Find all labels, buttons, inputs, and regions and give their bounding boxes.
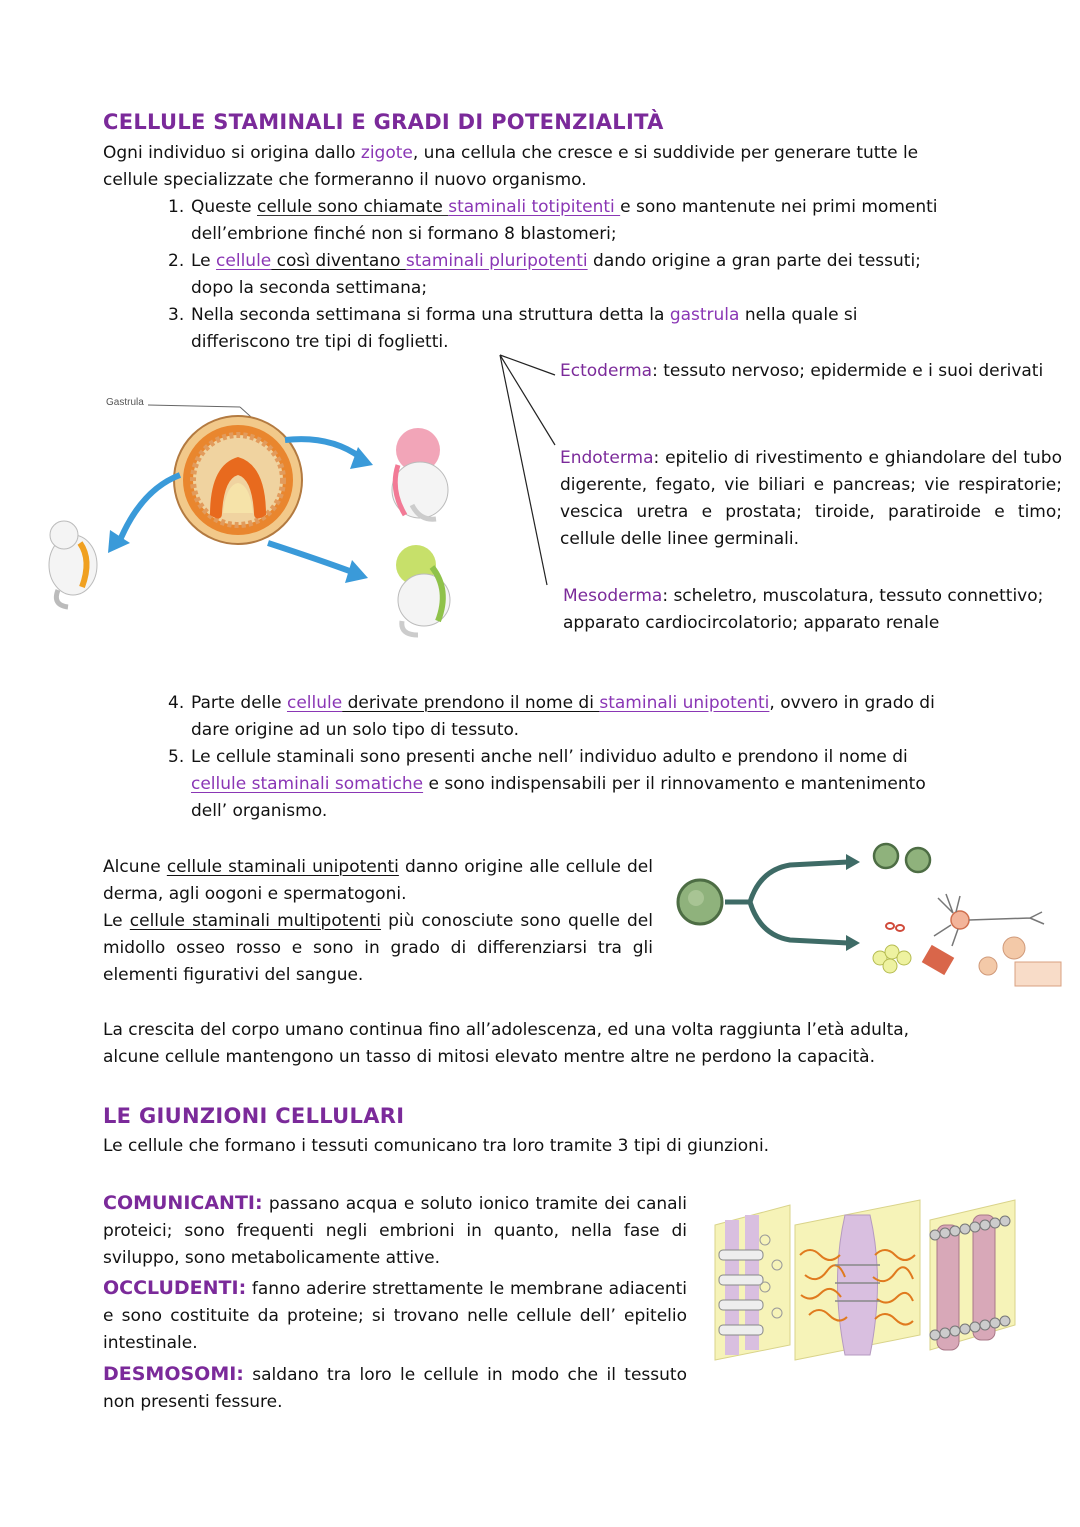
mesoderma-description: : scheletro, muscolatura, tessuto connettivo; apparato cardiocircolatorio; apparato renale bbox=[563, 586, 1044, 633]
item1-underline-1: cellule sono chiamate bbox=[257, 197, 449, 217]
arrow-to-green-embryo bbox=[268, 543, 355, 573]
list-item-4 bbox=[191, 690, 1011, 744]
item5-text-a: Le cellule staminali sono presenti anche nell’ individuo adulto e prendono il nome di bbox=[191, 747, 908, 767]
endoterma-text bbox=[560, 445, 1062, 553]
junction-comunicanti bbox=[103, 1190, 687, 1272]
item2-underline-1: così diventano bbox=[271, 251, 406, 271]
uni-text-d: più conosciute sono quelle del midollo osseo rosso e sono in grado di differenziarsi tra gli elementi figurativi del sangue. bbox=[103, 911, 653, 985]
item2-text-a: Le bbox=[191, 251, 217, 271]
label-endoterma: Endoterma bbox=[560, 448, 654, 468]
intro-text-b: , una cellula che cresce e si suddivide per generare tutte le bbox=[412, 143, 919, 163]
arrow-lower bbox=[750, 902, 848, 943]
uni-text-b: danno origine alle cellule del derma, agli oogoni e spermatogoni. bbox=[103, 857, 653, 904]
platelets-icon bbox=[873, 945, 911, 973]
embryo-green-icon bbox=[396, 545, 450, 635]
neuron-icon bbox=[934, 894, 1044, 946]
red-blood-cell-icon bbox=[886, 923, 894, 929]
gastrula-leader-line bbox=[148, 405, 240, 407]
tight-junction-icon bbox=[795, 1200, 920, 1360]
item3-text-a: Nella seconda settimana si forma una struttura detta la bbox=[191, 305, 670, 325]
fat-cell-icon bbox=[979, 957, 997, 975]
arrow-to-ectoderm bbox=[118, 475, 180, 545]
daughter-cell-icon-2 bbox=[906, 848, 930, 872]
term-zigote: zigote bbox=[360, 143, 413, 163]
item3-text-b: nella quale si bbox=[739, 305, 858, 325]
label-mesoderma: Mesoderma bbox=[563, 586, 663, 606]
term-unipotenti: staminali unipotenti bbox=[599, 693, 770, 713]
label-desmosomi: DESMOSOMI: bbox=[103, 1363, 244, 1385]
section-title-stem-cells: CELLULE STAMINALI E GRADI DI POTENZIALITÀ bbox=[103, 110, 664, 134]
gastrula-label: Gastrula bbox=[106, 397, 144, 408]
list-item-4-number: 4. bbox=[168, 693, 185, 713]
intro-text-a: Ogni individuo si origina dallo bbox=[103, 143, 361, 163]
mesoderma-text bbox=[563, 583, 1063, 637]
ectoderma-description: : tessuto nervoso; epidermide e i suoi derivati bbox=[652, 361, 1044, 381]
occludenti-description: fanno aderire strettamente le membrane adiacenti e sono costituite da proteine; si trovano nelle cellule dell’ epitelio intestinale. bbox=[103, 1279, 687, 1353]
item1-text-b: e sono mantenute nei primi momenti bbox=[620, 197, 938, 217]
label-ectoderma: Ectoderma bbox=[560, 361, 653, 381]
list-item-5-number: 5. bbox=[168, 747, 185, 767]
intro-text-c: cellule specializzate che formeranno il nuovo organismo. bbox=[103, 170, 587, 190]
term-cellule-4: cellule bbox=[286, 693, 343, 713]
item1-text-a: Queste bbox=[191, 197, 257, 217]
term-totipotenti: staminali totipitenti bbox=[448, 197, 621, 217]
daughter-cell-icon bbox=[874, 844, 898, 868]
list-item-2 bbox=[191, 248, 1011, 302]
item5-text-b: e sono indispensabili per il rinnovamento e mantenimento bbox=[423, 774, 926, 794]
item1-text-c: dell’embrione finché non si formano 8 blastomeri; bbox=[191, 224, 617, 244]
list-item-3 bbox=[191, 302, 1011, 356]
desmosomi-description: saldano tra loro le cellule in modo che il tessuto non presenti fessure. bbox=[103, 1365, 687, 1412]
item4-text-b: , ovvero in grado di bbox=[769, 693, 935, 713]
list-item-3-number: 3. bbox=[168, 305, 185, 325]
unipotent-paragraph bbox=[103, 854, 653, 989]
junction-desmosomi bbox=[103, 1361, 687, 1416]
item5-text-c: dell’ organismo. bbox=[191, 801, 328, 821]
muscle-cell-icon bbox=[922, 945, 955, 975]
term-gastrula: gastrula bbox=[669, 305, 740, 325]
list-item-2-number: 2. bbox=[168, 251, 185, 271]
term-multipotenti: cellule staminali multipotenti bbox=[129, 911, 382, 931]
list-item-1-number: 1. bbox=[168, 197, 185, 217]
stem-cell-differentiation-figure bbox=[670, 840, 1065, 995]
item2-text-b: dando origine a gran parte dei tessuti; bbox=[587, 251, 921, 271]
arrow-upper bbox=[725, 862, 848, 902]
item4-text-c: dare origine ad un solo tipo di tessuto. bbox=[191, 720, 519, 740]
item3-text-c: differiscono tre tipi di foglietti. bbox=[191, 332, 449, 352]
uni-text-c: Le bbox=[103, 911, 130, 931]
item2-text-c: dopo la seconda settimana; bbox=[191, 278, 428, 298]
term-pluripotenti: staminali pluripotenti bbox=[405, 251, 588, 271]
intro-paragraph bbox=[103, 140, 983, 194]
epithelial-tissue-icon bbox=[1015, 962, 1061, 986]
item4-underline-1: derivate prendono il nome di bbox=[342, 693, 600, 713]
uni-text-a: Alcune bbox=[103, 857, 167, 877]
label-comunicanti: COMUNICANTI: bbox=[103, 1192, 263, 1214]
term-unipotenti-2: cellule staminali unipotenti bbox=[166, 857, 399, 877]
growth-text-a: La crescita del corpo umano continua fino all’adolescenza, ed una volta raggiunta l’età adulta, bbox=[103, 1020, 910, 1040]
gastrula-figure bbox=[40, 395, 480, 645]
desmosome-icon bbox=[930, 1200, 1015, 1350]
junction-occludenti bbox=[103, 1275, 687, 1357]
gap-junction-icon bbox=[715, 1205, 790, 1360]
list-item-1 bbox=[191, 194, 1011, 248]
comunicanti-description: passano acqua e soluto ionico tramite dei canali proteici; sono frequenti negli embrioni in quanto, nella fase di sviluppo, sono metabolicamente attive. bbox=[103, 1194, 687, 1268]
gastrula-icon bbox=[174, 416, 302, 544]
ectoderma-text bbox=[560, 358, 1062, 385]
embryo-orange-icon bbox=[49, 521, 97, 607]
label-occludenti: OCCLUDENTI: bbox=[103, 1277, 247, 1299]
growth-text-b: alcune cellule mantengono un tasso di mitosi elevato mentre altre ne perdono la capacità. bbox=[103, 1047, 875, 1067]
junctions-intro: Le cellule che formano i tessuti comunicano tra loro tramite 3 tipi di giunzioni. bbox=[103, 1136, 770, 1156]
junctions-figure bbox=[705, 1195, 1065, 1365]
embryo-pink-icon bbox=[392, 428, 448, 519]
term-cellule: cellule bbox=[216, 251, 272, 271]
term-somatiche: cellule staminali somatiche bbox=[191, 774, 424, 794]
item4-text-a: Parte delle bbox=[191, 693, 287, 713]
section-title-junctions: LE GIUNZIONI CELLULARI bbox=[103, 1104, 405, 1128]
foglietti-bracket bbox=[495, 350, 565, 590]
growth-paragraph bbox=[103, 1017, 1043, 1071]
list-item-5 bbox=[191, 744, 1011, 825]
endoterma-description: : epitelio di rivestimento e ghiandolare del tubo digerente, fegato, vie biliari e pancreas; vie respiratorie; vescica uretra e prostata; tiroide, paratiroide e timo; cellule delle linee germinali. bbox=[560, 448, 1062, 549]
